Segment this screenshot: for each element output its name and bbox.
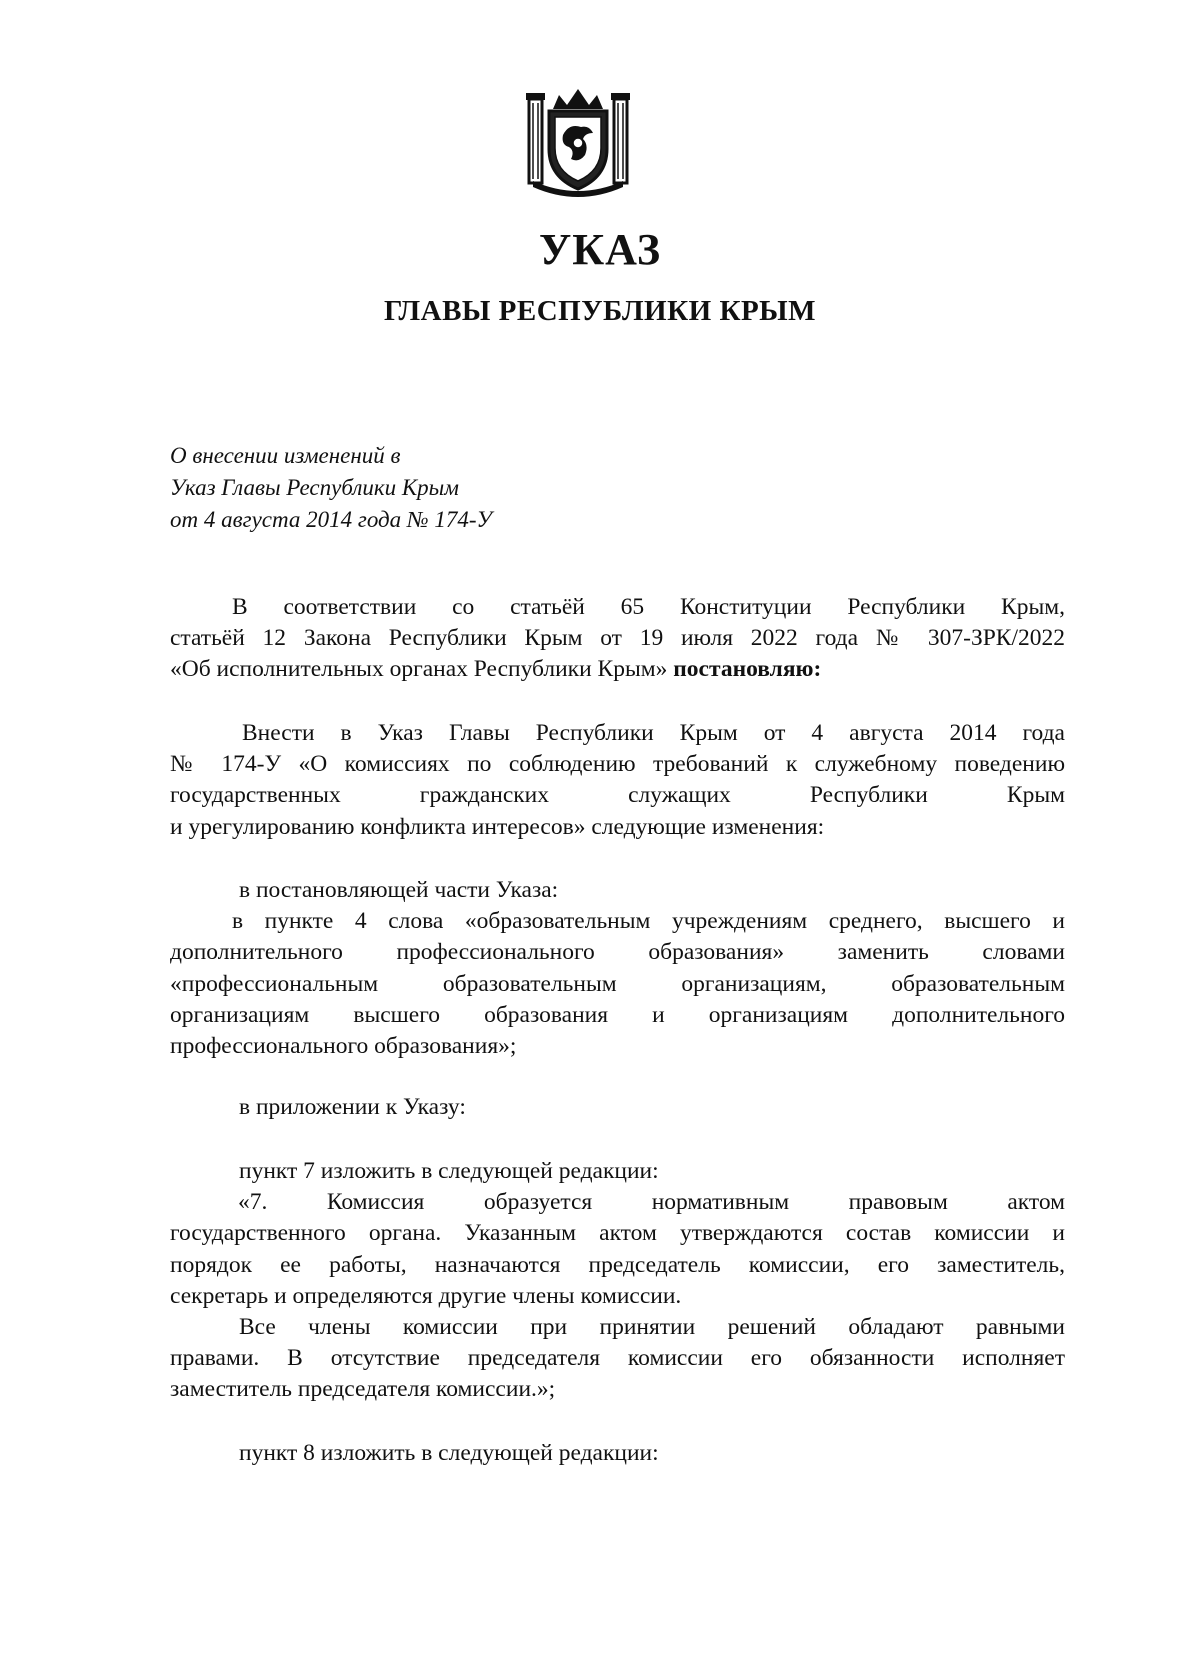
preamble-text: «Об исполнительных органах Республики Крым» — [170, 656, 668, 683]
preamble-paragraph — [170, 592, 1065, 686]
text-line: в пункте 4 слова «образовательным учреждениям среднего, высшего и — [232, 908, 1065, 935]
section-appendix — [170, 1092, 1065, 1123]
text-line: правами. В отсутствие председателя комиссии его обязанности исполняет — [170, 1345, 1065, 1372]
text-line: организациям высшего образования и организациям дополнительного — [170, 1001, 1065, 1028]
text-line: дополнительного профессионального образования» заменить словами — [170, 939, 1065, 966]
point-8-block — [170, 1438, 1065, 1469]
text-line — [170, 654, 1065, 685]
coat-of-arms-emblem — [523, 85, 633, 197]
section-heading: в приложении к Указу: — [239, 1094, 466, 1120]
text-line: порядок ее работы, назначаются председатель комиссии, его заместитель, — [170, 1251, 1065, 1278]
text-line: государственного органа. Указанным актом утверждаются состав комиссии и — [170, 1220, 1065, 1247]
text-line: статьёй 12 Закона Республики Крым от 19 июля 2022 года № 307-ЗРК/2022 — [170, 625, 1065, 652]
caption-line: от 4 августа 2014 года № 174-У — [170, 507, 492, 532]
text-line: профессионального образования»; — [170, 1033, 517, 1060]
point-intro: пункт 8 изложить в следующей редакции: — [239, 1440, 659, 1466]
point-7-block — [170, 1156, 1065, 1406]
text-line: секретарь и определяются другие члены комиссии. — [170, 1282, 682, 1309]
text-line: государственных гражданских служащих Республики Крым — [170, 782, 1065, 809]
document-subtitle: ГЛАВЫ РЕСПУБЛИКИ КРЫМ — [383, 295, 817, 327]
text-line: «7. Комиссия образуется нормативным правовым актом — [238, 1189, 1065, 1216]
main-paragraph — [170, 718, 1065, 843]
caption-line: О внесении изменений в — [170, 443, 401, 468]
text-line: и урегулированию конфликта интересов» следующие изменения: — [170, 813, 825, 840]
caption-line: Указ Главы Республики Крым — [170, 475, 459, 500]
section-operative-part — [170, 875, 1065, 1062]
text-line: Внести в Указ Главы Республики Крым от 4 августа 2014 года — [242, 720, 1065, 746]
text-line: Все члены комиссии при принятии решений обладают равными — [239, 1314, 1065, 1341]
text-line: № 174-У «О комиссиях по соблюдению требований к служебному поведению — [170, 751, 1065, 778]
preamble-resolve: постановляю: — [673, 656, 822, 683]
section-heading: в постановляющей части Указа: — [239, 877, 559, 903]
text-line: заместитель председателя комиссии.»; — [170, 1376, 556, 1403]
text-line: «профессиональным образовательным организациям, образовательным — [170, 970, 1065, 997]
document-title: УКАЗ — [538, 225, 662, 274]
document-caption — [170, 440, 492, 536]
point-intro: пункт 7 изложить в следующей редакции: — [239, 1158, 659, 1184]
text-line: В соответствии со статьёй 65 Конституции Республики Крым, — [232, 594, 1065, 620]
